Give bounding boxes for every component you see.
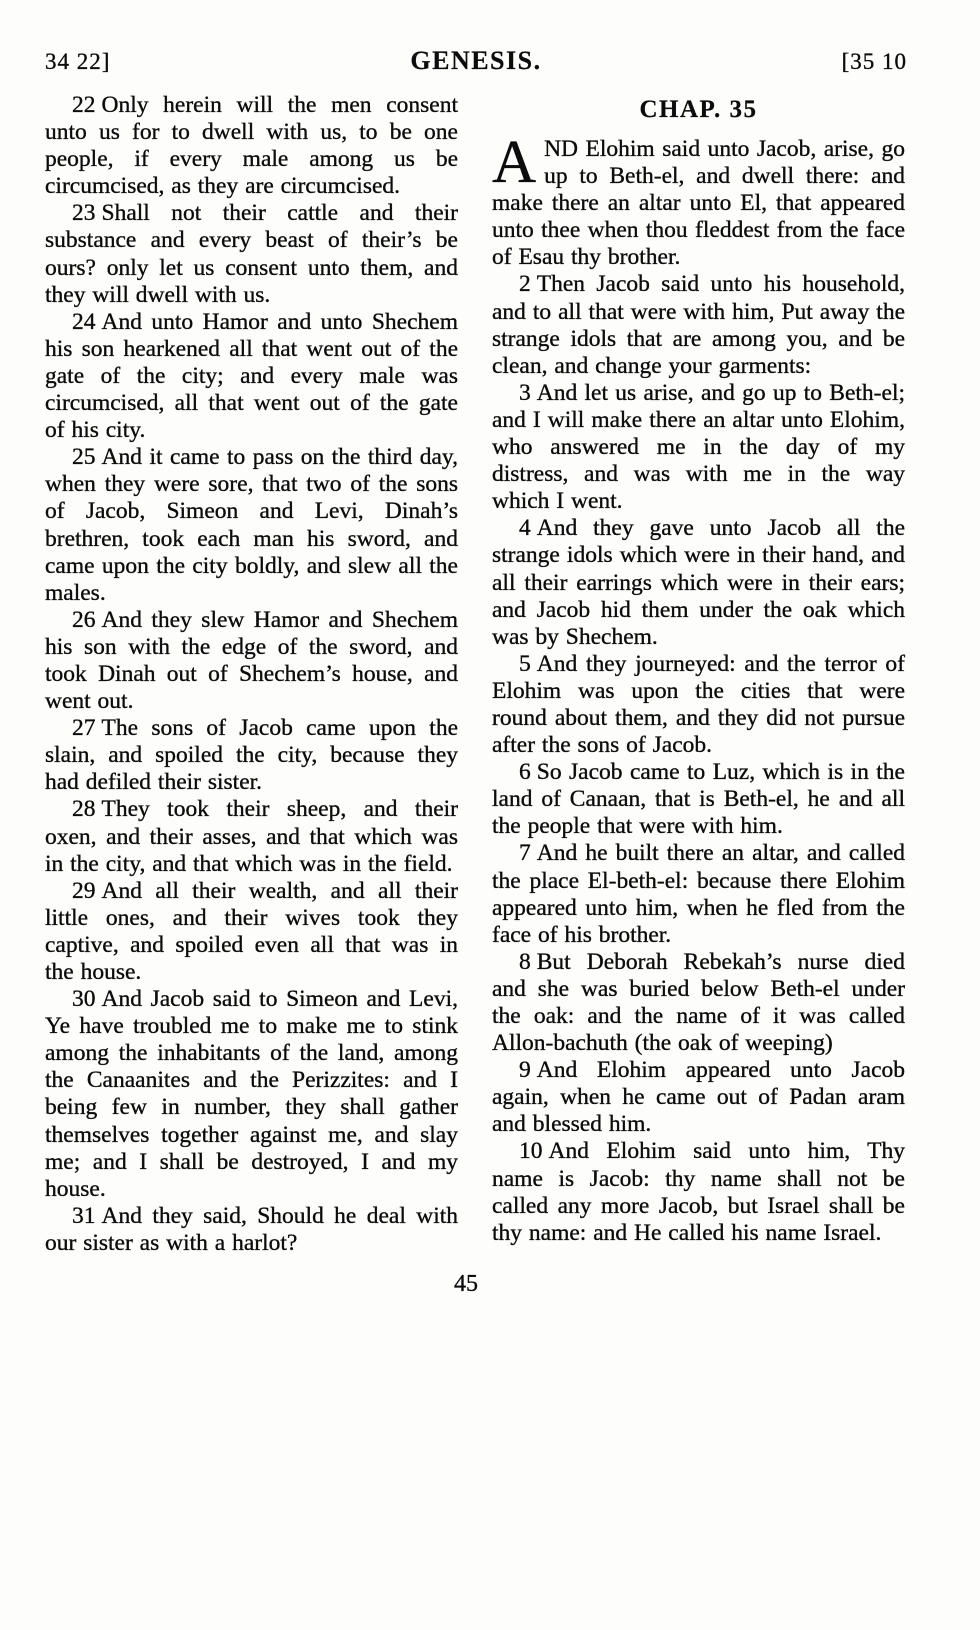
verse-26: 26 And they slew Hamor and Shechem his son with the edge of the sword, and took Dinah out of Shechem’s house, and went out. <box>45 606 458 715</box>
verse-number: 6 <box>519 759 531 786</box>
chapter-heading: CHAP. 35 <box>639 96 758 123</box>
text-columns <box>45 92 907 1257</box>
verse-number: 10 <box>519 1138 543 1165</box>
chapter-35-verses <box>492 129 905 1247</box>
verse-number: 27 <box>72 715 96 742</box>
left-column <box>45 92 458 1257</box>
verse-3: 3 And let us arise, and go up to Beth-el; and I will make there an altar unto Elohim, who answered me in the day of my distress, and was with me in the way which I went. <box>492 379 905 515</box>
verse-9: 9 And Elohim appeared unto Jacob again, when he came out of Padan aram and blessed him. <box>492 1057 905 1138</box>
running-header <box>45 46 907 76</box>
verse-number: 4 <box>519 515 531 542</box>
verse-number: 8 <box>519 948 531 975</box>
verse-number: 5 <box>519 650 531 677</box>
page-number: 45 <box>454 1271 478 1298</box>
verse-22: 22 Only herein will the men consent unto us for to dwell with us, to be one people, if every male among us be circumcised, as they are circumcised. <box>45 92 458 200</box>
verse-number: 30 <box>72 986 96 1013</box>
verse-28: 28 They took their sheep, and their oxen, and their asses, and that which was in the city, and that which was in the field. <box>45 796 458 877</box>
verse-number: 24 <box>72 308 96 335</box>
header-book-title: GENESIS. <box>410 46 542 75</box>
page-footer <box>45 1271 907 1298</box>
verse-number: 29 <box>72 877 96 904</box>
verse-number: 22 <box>72 92 96 118</box>
verse-number: 9 <box>519 1057 531 1084</box>
verse-31: 31 And they said, Should he deal with our sister as with a harlot? <box>45 1202 458 1256</box>
verse-number: 25 <box>72 444 96 471</box>
drop-cap-letter: A <box>492 129 537 196</box>
verse-number: 26 <box>72 606 96 633</box>
verse-7: 7 And he built there an altar, and called the place El-beth-el: because there Elohim appeared unto him, when he fled from the face of his brother. <box>492 840 905 948</box>
verse-27: 27 The sons of Jacob came upon the slain, and spoiled the city, because they had defiled their sister. <box>45 715 458 796</box>
verse-number: 3 <box>519 379 531 406</box>
verse-30: 30 And Jacob said to Simeon and Levi, Ye have troubled me to make me to stink among the inhabitants of the land, among the Canaanites and the Perizzites: and I being few in number, they shall gather themselves together against me, and slay me; and I shall be destroyed, I and my house. <box>45 986 458 1202</box>
verse-8: 8 But Deborah Rebekah’s nurse died and she was buried below Beth-el under the oak: and the name of it was called Allon-bachuth (the oak of weeping) <box>492 948 905 1057</box>
verse-10: 10 And Elohim said unto him, Thy name is Jacob: thy name shall not be called any more Jacob, but Israel shall be thy name: and He called his name Israel. <box>492 1138 905 1246</box>
header-left-reference: 34 22] <box>45 49 111 74</box>
verse-2: 2 Then Jacob said unto his household, and to all that were with him, Put away the strange idols that are among you, and be clean, and change your garments: <box>492 271 905 379</box>
verse-number: 2 <box>519 271 531 298</box>
verse-25: 25 And it came to pass on the third day, when they were sore, that two of the sons of Jacob, Simeon and Levi, Dinah’s brethren, took each man his sword, and came upon the city boldly, and slew all the males. <box>45 444 458 606</box>
right-column <box>492 92 905 1257</box>
verse-23: 23 Shall not their cattle and their substance and every beast of their’s be ours? only let us consent unto them, and they will dwell with us. <box>45 200 458 308</box>
verse-1: AND Elohim said unto Jacob, arise, go up to Beth-el, and dwell there: and make there an altar unto El, that appeared unto thee when thou fleddest from the face of Esau thy brother. <box>492 129 905 271</box>
verse-number: 23 <box>72 200 96 227</box>
verse-24: 24 And unto Hamor and unto Shechem his son hearkened all that went out of the gate of the city; and every male was circumcised, all that went out of the gate of his city. <box>45 308 458 444</box>
verse-number: 7 <box>519 840 531 867</box>
verse-29: 29 And all their wealth, and all their little ones, and their wives took they captive, and spoiled even all that was in the house. <box>45 877 458 985</box>
verse-number: 31 <box>72 1202 96 1229</box>
verse-6: 6 So Jacob came to Luz, which is in the land of Canaan, that is Beth-el, he and all the people that were with him. <box>492 759 905 840</box>
verse-5: 5 And they journeyed: and the terror of Elohim was upon the cities that were round about them, and they did not pursue after the sons of Jacob. <box>492 650 905 759</box>
verse-number: 28 <box>72 796 96 823</box>
verse-4: 4 And they gave unto Jacob all the strange idols which were in their hand, and all their earrings which were in their ears; and Jacob hid them under the oak which was by Shechem. <box>492 515 905 650</box>
header-right-reference: [35 10 <box>841 49 907 74</box>
